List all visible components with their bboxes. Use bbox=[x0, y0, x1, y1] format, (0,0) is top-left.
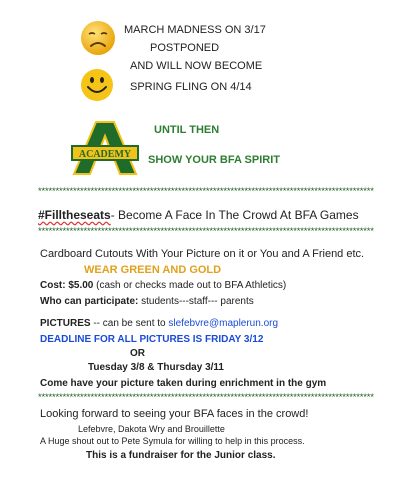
divider-1: ************************************************************************************************ bbox=[38, 186, 374, 197]
logo-text: ACADEMY bbox=[78, 149, 132, 160]
until-then: UNTIL THEN bbox=[154, 124, 220, 136]
headline-rest: - Become A Face In The Crowd At BFA Games bbox=[110, 208, 359, 222]
who-line bbox=[40, 296, 254, 307]
show-spirit: SHOW YOUR BFA SPIRIT bbox=[148, 154, 281, 166]
names: Lefebvre, Dakota Wry and Brouillette bbox=[78, 424, 225, 434]
wear-colors: WEAR GREEN AND GOLD bbox=[84, 264, 222, 276]
divider-3: ************************************************************************************************ bbox=[38, 392, 374, 403]
academy-logo bbox=[70, 120, 140, 176]
cost-note: (cash or checks made out to BFA Athletics) bbox=[96, 280, 287, 291]
who-label: Who can participate: bbox=[40, 296, 139, 307]
shoutout: A Huge shout out to Pete Symula for willing to help in this process. bbox=[40, 436, 305, 446]
or-text: OR bbox=[130, 348, 145, 359]
come-have-text: Come have your picture taken during enrichment in the gym bbox=[40, 378, 327, 389]
header-line-2: POSTPONED bbox=[150, 42, 220, 54]
dates-text: Tuesday 3/8 & Thursday 3/11 bbox=[88, 362, 224, 373]
sad-face-icon bbox=[80, 20, 116, 56]
headline bbox=[38, 208, 359, 222]
hashtag: #Filltheseats bbox=[38, 208, 111, 222]
fundraiser: This is a fundraiser for the Junior class. bbox=[86, 450, 276, 461]
cost-label: Cost: bbox=[40, 280, 66, 291]
deadline: DEADLINE FOR ALL PICTURES IS FRIDAY 3/12 bbox=[40, 334, 264, 345]
pictures-label: PICTURES bbox=[40, 318, 91, 329]
divider-2: ************************************************************************************************ bbox=[38, 226, 374, 237]
pictures-line bbox=[40, 318, 278, 329]
looking-forward: Looking forward to seeing your BFA faces in the crowd! bbox=[40, 408, 309, 420]
pictures-text: -- can be sent to bbox=[93, 318, 166, 329]
smiley-face-icon bbox=[80, 68, 114, 102]
who-value: students---staff--- parents bbox=[141, 296, 254, 307]
header-line-1: MARCH MADNESS ON 3/17 bbox=[124, 24, 266, 36]
cardboard-text: Cardboard Cutouts With Your Picture on it or You and A Friend etc. bbox=[40, 248, 365, 260]
header-line-4: SPRING FLING ON 4/14 bbox=[130, 81, 252, 93]
cost-line bbox=[40, 280, 286, 291]
header-line-3: AND WILL NOW BECOME bbox=[130, 60, 263, 72]
email-link[interactable]: slefebvre@maplerun.org bbox=[168, 318, 279, 329]
cost-value: $5.00 bbox=[68, 280, 94, 291]
